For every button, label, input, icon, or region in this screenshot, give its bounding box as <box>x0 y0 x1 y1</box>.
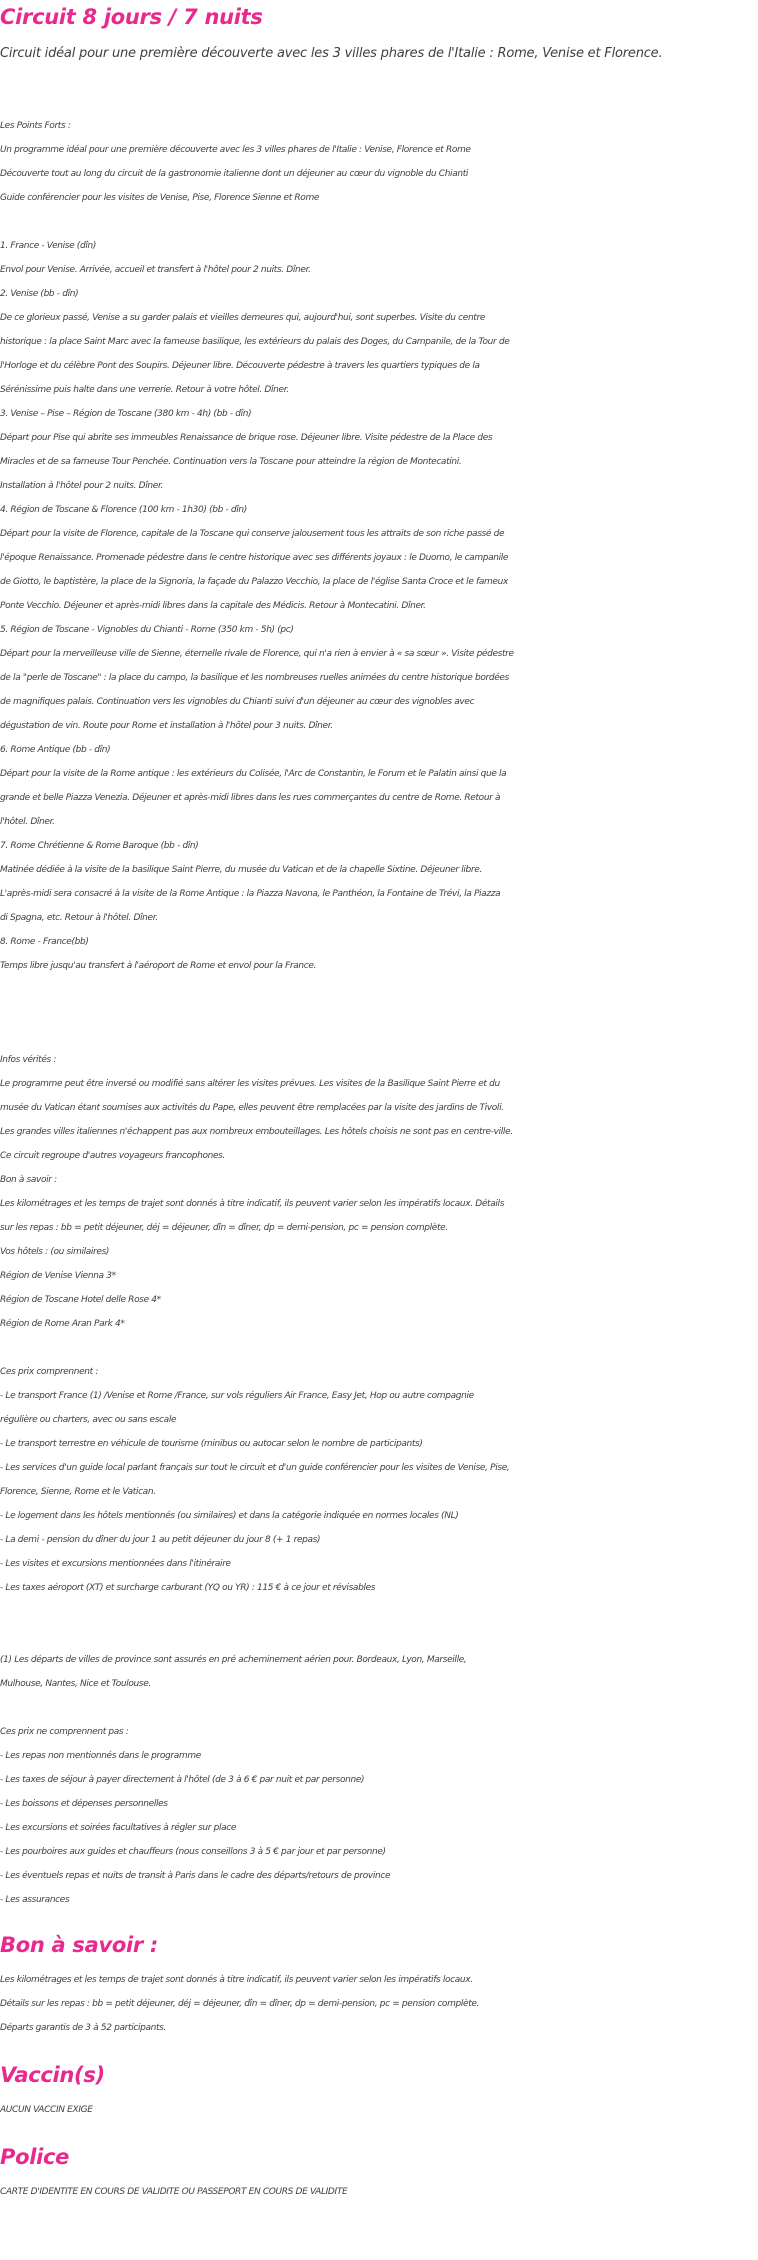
itinerary-line: De ce glorieux passé, Venise a su garder palais et vieilles demeures qui, aujourd'hui, sont superbes. Visite du centre <box>0 313 486 323</box>
page-title: Circuit 8 jours / 7 nuits <box>0 5 263 29</box>
vaccin-heading: Vaccin(s) <box>0 2063 105 2087</box>
itinerary-line: 2. Venise (bb - dîn) <box>0 289 79 299</box>
itinerary-line: l'époque Renaissance. Promenade pédestre dans le centre historique avec ses différents joyaux : le Duomo, le campanile <box>0 553 509 563</box>
itinerary-line: grande et belle Piazza Venezia. Déjeuner et après-midi libres dans les rues commerçantes du centre de Rome. Retour à <box>0 793 501 803</box>
itinerary-line: Installation à l'hôtel pour 2 nuits. Dîner. <box>0 481 163 491</box>
itinerary-line: L'après-midi sera consacré à la visite de la Rome Antique : la Piazza Navona, le Panthéon, la Fontaine de Trévi, la Piazza <box>0 889 501 899</box>
prix-comprennent-line: - Les services d'un guide local parlant français sur tout le circuit et d'un guide conférencier pour les visites de Venise, Pise, <box>0 1463 510 1473</box>
itinerary-line: 6. Rome Antique (bb - dîn) <box>0 745 111 755</box>
infos-verites-line: sur les repas : bb = petit déjeuner, déj = déjeuner, dîn = dîner, dp = demi-pension, pc = pension complète. <box>0 1223 448 1233</box>
prix-comprennent-line: - Les taxes aéroport (XT) et surcharge carburant (YQ ou YR) : 115 € à ce jour et révisables <box>0 1583 376 1593</box>
bon-a-savoir-heading: Bon à savoir : <box>0 1933 159 1957</box>
police-heading: Police <box>0 2145 70 2169</box>
itinerary-line: Miracles et de sa fameuse Tour Penchée. Continuation vers la Toscane pour atteindre la région de Montecatini. <box>0 457 462 467</box>
prix-comprennent-line: - Le transport terrestre en véhicule de tourisme (minibus ou autocar selon le nombre de participants) <box>0 1439 423 1449</box>
infos-verites-line: Infos vérités : <box>0 1055 57 1065</box>
itinerary-line: Départ pour la merveilleuse ville de Sienne, éternelle rivale de Florence, qui n'a rien à envier à « sa sœur ». Visite pédestre <box>0 649 514 659</box>
infos-verites-line: Bon à savoir : <box>0 1175 57 1185</box>
bon-a-savoir-text <box>0 1968 758 2040</box>
departs-province <box>0 1648 758 1696</box>
itinerary-line: 4. Région de Toscane & Florence (100 km - 1h30) (bb - dîn) <box>0 505 247 515</box>
prix-comprennent-line: - Le logement dans les hôtels mentionnés (ou similaires) et dans la catégorie indiquée en normes locales (NL) <box>0 1511 459 1521</box>
vaccin-text: AUCUN VACCIN EXIGE <box>0 2105 93 2115</box>
prix-ne-comprennent-line: - Les assurances <box>0 1895 70 1905</box>
bon-a-savoir-text-line: Départs garantis de 3 à 52 participants. <box>0 2023 167 2033</box>
infos-verites-line: Région de Toscane Hotel delle Rose 4* <box>0 1295 161 1305</box>
itinerary-line: 5. Région de Toscane - Vignobles du Chianti - Rome (350 km - 5h) (pc) <box>0 625 294 635</box>
departs-province-line: Mulhouse, Nantes, Nice et Toulouse. <box>0 1679 151 1689</box>
itinerary-line: de la "perle de Toscane" : la place du campo, la basilique et les nombreuses ruelles animées du centre historique bordées <box>0 673 509 683</box>
prix-ne-comprennent-line: - Les repas non mentionnés dans le programme <box>0 1751 201 1761</box>
itinerary-line: di Spagna, etc. Retour à l'hôtel. Dîner. <box>0 913 158 923</box>
prix-ne-comprennent-line: - Les pourboires aux guides et chauffeurs (nous conseillons 3 à 5 € par jour et par personne) <box>0 1847 386 1857</box>
itinerary-line: de magnifiques palais. Continuation vers les vignobles du Chianti suivi d'un déjeuner au cœur des vignobles avec <box>0 697 475 707</box>
itinerary-line: Départ pour Pise qui abrite ses immeubles Renaissance de brique rose. Déjeuner libre. Visite pédestre de la Place des <box>0 433 493 443</box>
itinerary-line: Départ pour la visite de Florence, capitale de la Toscane qui conserve jalousement tous les attraits de son riche passé de <box>0 529 505 539</box>
itinerary-line: 8. Rome - France(bb) <box>0 937 89 947</box>
infos-verites-line: Région de Rome Aran Park 4* <box>0 1319 125 1329</box>
points-forts-line: Découverte tout au long du circuit de la gastronomie italienne dont un déjeuner au cœur du vignoble du Chianti <box>0 169 469 179</box>
prix-ne-comprennent-line: - Les boissons et dépenses personnelles <box>0 1799 168 1809</box>
infos-verites-line: musée du Vatican étant soumises aux activités du Pape, elles peuvent être remplacées par la visite des jardins de Tivoli. <box>0 1103 504 1113</box>
prix-comprennent-line: - Les visites et excursions mentionnées dans l'itinéraire <box>0 1559 231 1569</box>
prix-ne-comprennent-line: Ces prix ne comprennent pas : <box>0 1727 129 1737</box>
prix-ne-comprennent-line: - Les excursions et soirées facultatives à régler sur place <box>0 1823 237 1833</box>
prix-ne-comprennent-line: - Les éventuels repas et nuits de transit à Paris dans le cadre des départs/retours de province <box>0 1871 391 1881</box>
prix-ne-comprennent-line: - Les taxes de séjour à payer directement à l'hôtel (de 3 à 6 € par nuit et par personne) <box>0 1775 365 1785</box>
infos-verites-line: Le programme peut être inversé ou modifié sans altérer les visites prévues. Les visites de la Basilique Saint Pierre et du <box>0 1079 500 1089</box>
itinerary-line: Envol pour Venise. Arrivée, accueil et transfert à l'hôtel pour 2 nuits. Dîner. <box>0 265 311 275</box>
bon-a-savoir-text-line: Détails sur les repas : bb = petit déjeuner, déj = déjeuner, dîn = dîner, dp = demi-pension, pc = pension complète. <box>0 1999 480 2009</box>
itinerary-line: Départ pour la visite de la Rome antique : les extérieurs du Colisée, l'Arc de Constantin, le Forum et le Palatin ainsi que la <box>0 769 507 779</box>
itinerary-line: Matinée dédiée à la visite de la basilique Saint Pierre, du musée du Vatican et de la chapelle Sixtine. Déjeuner libre. <box>0 865 482 875</box>
prix-ne-comprennent <box>0 1720 758 1912</box>
points-forts-line: Guide conférencier pour les visites de Venise, Pise, Florence Sienne et Rome <box>0 193 320 203</box>
police-text: CARTE D'IDENTITE EN COURS DE VALIDITE OU PASSEPORT EN COURS DE VALIDITE <box>0 2187 348 2197</box>
itinerary-line: Sérénissime puis halte dans une verrerie. Retour à votre hôtel. Dîner. <box>0 385 289 395</box>
prix-comprennent-line: - La demi - pension du dîner du jour 1 au petit déjeuner du jour 8 (+ 1 repas) <box>0 1535 321 1545</box>
points-forts-line: Un programme idéal pour une première découverte avec les 3 villes phares de l'Italie : Venise, Florence et Rome <box>0 145 471 155</box>
prix-comprennent-line: régulière ou charters, avec ou sans escale <box>0 1415 177 1425</box>
itinerary-line: 7. Rome Chrétienne & Rome Baroque (bb - dîn) <box>0 841 199 851</box>
prix-comprennent-line: Florence, Sienne, Rome et le Vatican. <box>0 1487 156 1497</box>
itinerary-line: 3. Venise – Pise – Région de Toscane (380 km - 4h) (bb - dîn) <box>0 409 252 419</box>
infos-verites-line: Région de Venise Vienna 3* <box>0 1271 116 1281</box>
infos-verites-line: Vos hôtels : (ou similaires) <box>0 1247 110 1257</box>
itinerary-line: l'Horloge et du célèbre Pont des Soupirs. Déjeuner libre. Découverte pédestre à travers les quartiers typiques de la <box>0 361 480 371</box>
itinerary-line: Ponte Vecchio. Déjeuner et après-midi libres dans la capitale des Médicis. Retour à Montecatini. Dîner. <box>0 601 426 611</box>
itinerary-line: 1. France - Venise (dîn) <box>0 241 96 251</box>
itinerary-line: l'hôtel. Dîner. <box>0 817 55 827</box>
prix-comprennent-line: Ces prix comprennent : <box>0 1367 99 1377</box>
points-forts-line: Les Points Forts : <box>0 121 71 131</box>
itinerary-line: de Giotto, le baptistère, la place de la Signoria, la façade du Palazzo Vecchio, la place de l'église Santa Croce et le fameux <box>0 577 508 587</box>
infos-verites-line: Les kilométrages et les temps de trajet sont donnés à titre indicatif, ils peuvent varier selon les impératifs locaux. Détails <box>0 1199 505 1209</box>
infos-verites <box>0 1048 758 1336</box>
points-forts <box>0 114 758 210</box>
itinerary-line: Temps libre jusqu'au transfert à l'aéroport de Rome et envol pour la France. <box>0 961 317 971</box>
prix-comprennent-line: - Le transport France (1) /Venise et Rome /France, sur vols réguliers Air France, Easy Jet, Hop ou autre compagnie <box>0 1391 474 1401</box>
departs-province-line: (1) Les départs de villes de province sont assurés en pré acheminement aérien pour. Bordeaux, Lyon, Marseille, <box>0 1655 467 1665</box>
itinerary-line: historique : la place Saint Marc avec la fameuse basilique, les extérieurs du palais des Doges, du Campanile, de la Tour de <box>0 337 510 347</box>
intro-text: Circuit idéal pour une première découverte avec les 3 villes phares de l'Italie : Rome, Venise et Florence. <box>0 46 663 61</box>
itinerary <box>0 234 758 978</box>
bon-a-savoir-text-line: Les kilométrages et les temps de trajet sont donnés à titre indicatif, ils peuvent varier selon les impératifs locaux. <box>0 1975 473 1985</box>
infos-verites-line: Les grandes villes italiennes n'échappent pas aux nombreux embouteillages. Les hôtels choisis ne sont pas en centre-ville. <box>0 1127 513 1137</box>
infos-verites-line: Ce circuit regroupe d'autres voyageurs francophones. <box>0 1151 226 1161</box>
itinerary-line: dégustation de vin. Route pour Rome et installation à l'hôtel pour 3 nuits. Dîner. <box>0 721 333 731</box>
prix-comprennent <box>0 1360 758 1600</box>
